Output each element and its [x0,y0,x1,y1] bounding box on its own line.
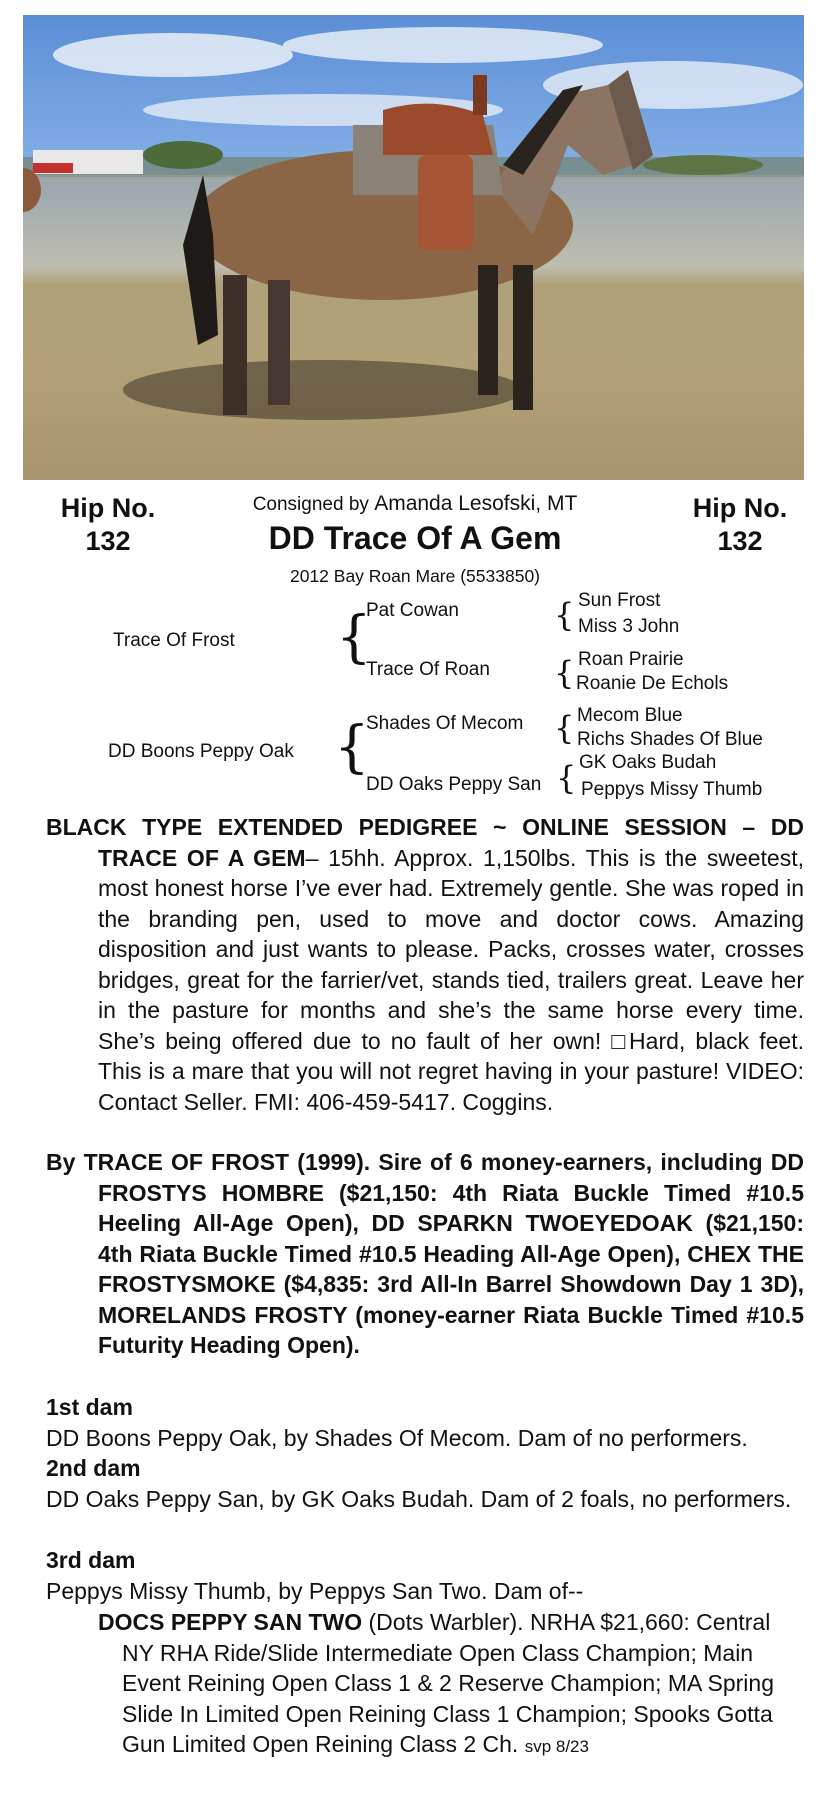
intro-paragraph [46,812,804,1117]
hip-value: 132 [85,526,131,556]
brace-icon: { [556,759,577,797]
by-prefix: By [46,1149,76,1175]
sire-paragraph [46,1147,804,1361]
pedigree-sire-sire: Pat Cowan [366,600,459,621]
intro-heading: BLACK TYPE EXTENDED PEDIGREE ~ ONLINE SESSION – DD TRACE OF A GEM [46,814,804,871]
produce-record [98,1607,804,1763]
hip-label: Hip No. [692,493,788,523]
hip-value: 132 [717,526,763,556]
intro-text: – 15hh. Approx. 1,150lbs. This is the sweetest, most honest horse I’ve ever had. Extremely gentle. She was roped in the branding pen, used to move and doctor cows. Amazing disposition and just wants to please. Packs, crosses water, crosses bridges, great for the farrier/vet, stands tied, trailers great. Leave her in the pasture for months and she’s the same horse every time. She’s being offered due to no fault of her own! □Hard, black feet. This is a mare that you will not regret having in your pasture! VIDEO: Contact Seller. FMI: 406-459-5417. Coggins. [98,844,804,1115]
dam3-text: Peppys Missy Thumb, by Peppys San Two. Dam of-- [46,1578,584,1604]
consigned-prefix: Consigned by [252,494,369,515]
brace-icon: { [554,709,575,747]
produce-text: (Dots Warbler). NRHA $21,660: Central NY RHA Ride/Slide Intermediate Open Class Champion; Main Event Reining Open Class 1 & 2 Reserve Champion; MA Spring Slide In Limited Open Reining Class 1 Champion; Spooks Gotta Gun Limited Open Reining Class 2 Ch. [122,1609,774,1757]
dam3-label: 3rd dam [46,1547,136,1573]
pedigree-dam: DD Boons Peppy Oak [108,741,294,762]
horse-photo [23,15,804,480]
produce-name: DOCS PEPPY SAN TWO [98,1609,363,1635]
dam1-label: 1st dam [46,1394,133,1420]
pedigree-ddd: Peppys Missy Thumb [581,779,763,800]
footer-code: svp 8/23 [524,1737,589,1756]
pedigree-ssd: Miss 3 John [578,616,680,637]
hip-label: Hip No. [60,493,156,523]
horse-photo-icon [23,15,804,480]
brace-icon: { [334,715,370,780]
brace-icon: { [336,605,372,670]
sire-record: TRACE OF FROST (1999). Sire of 6 money-earners, including DD FROSTYS HOMBRE ($21,150: 4th Riata Buckle Timed #10.5 Heeling All-Age Open), DD SPARKN TWOEYEDOAK ($21,150: 4th Riata Buckle Timed #10.5 Heading All-Age Open), CHEX THE FROSTYSMOKE ($4,835: 3rd All-In Barrel Showdown Day 1 3D), MORELANDS FROSTY (money-earner Riata Buckle Timed #10.5 Futurity Heading Open). [83,1149,805,1358]
dam2-label: 2nd dam [46,1455,141,1481]
pedigree-sdd: Roanie De Echols [576,673,729,694]
pedigree-sss: Sun Frost [578,590,661,611]
pedigree-dam-dam: DD Oaks Peppy San [366,774,542,795]
hip-number-right [665,492,815,558]
dam2-text: DD Oaks Peppy San, by GK Oaks Budah. Dam of 2 foals, no performers. [46,1486,792,1512]
pedigree-sds: Roan Prairie [578,649,684,670]
brace-icon: { [554,654,575,692]
consigned-line [200,492,630,516]
horse-name: DD Trace Of A Gem [268,520,562,556]
horse-description: 2012 Bay Roan Mare (5533850) [289,566,541,586]
pedigree-dds: GK Oaks Budah [579,752,717,773]
pedigree-dsd: Richs Shades Of Blue [577,729,763,750]
brace-icon: { [554,596,575,634]
pedigree-dss: Mecom Blue [577,705,683,726]
pedigree-sire: Trace Of Frost [113,630,235,651]
dam1-text: DD Boons Peppy Oak, by Shades Of Mecom. Dam of no performers. [46,1425,748,1451]
consignor-name: Amanda Lesofski, MT [374,492,578,515]
pedigree-sire-dam: Trace Of Roan [366,659,490,680]
pedigree-dam-sire: Shades Of Mecom [366,713,524,734]
